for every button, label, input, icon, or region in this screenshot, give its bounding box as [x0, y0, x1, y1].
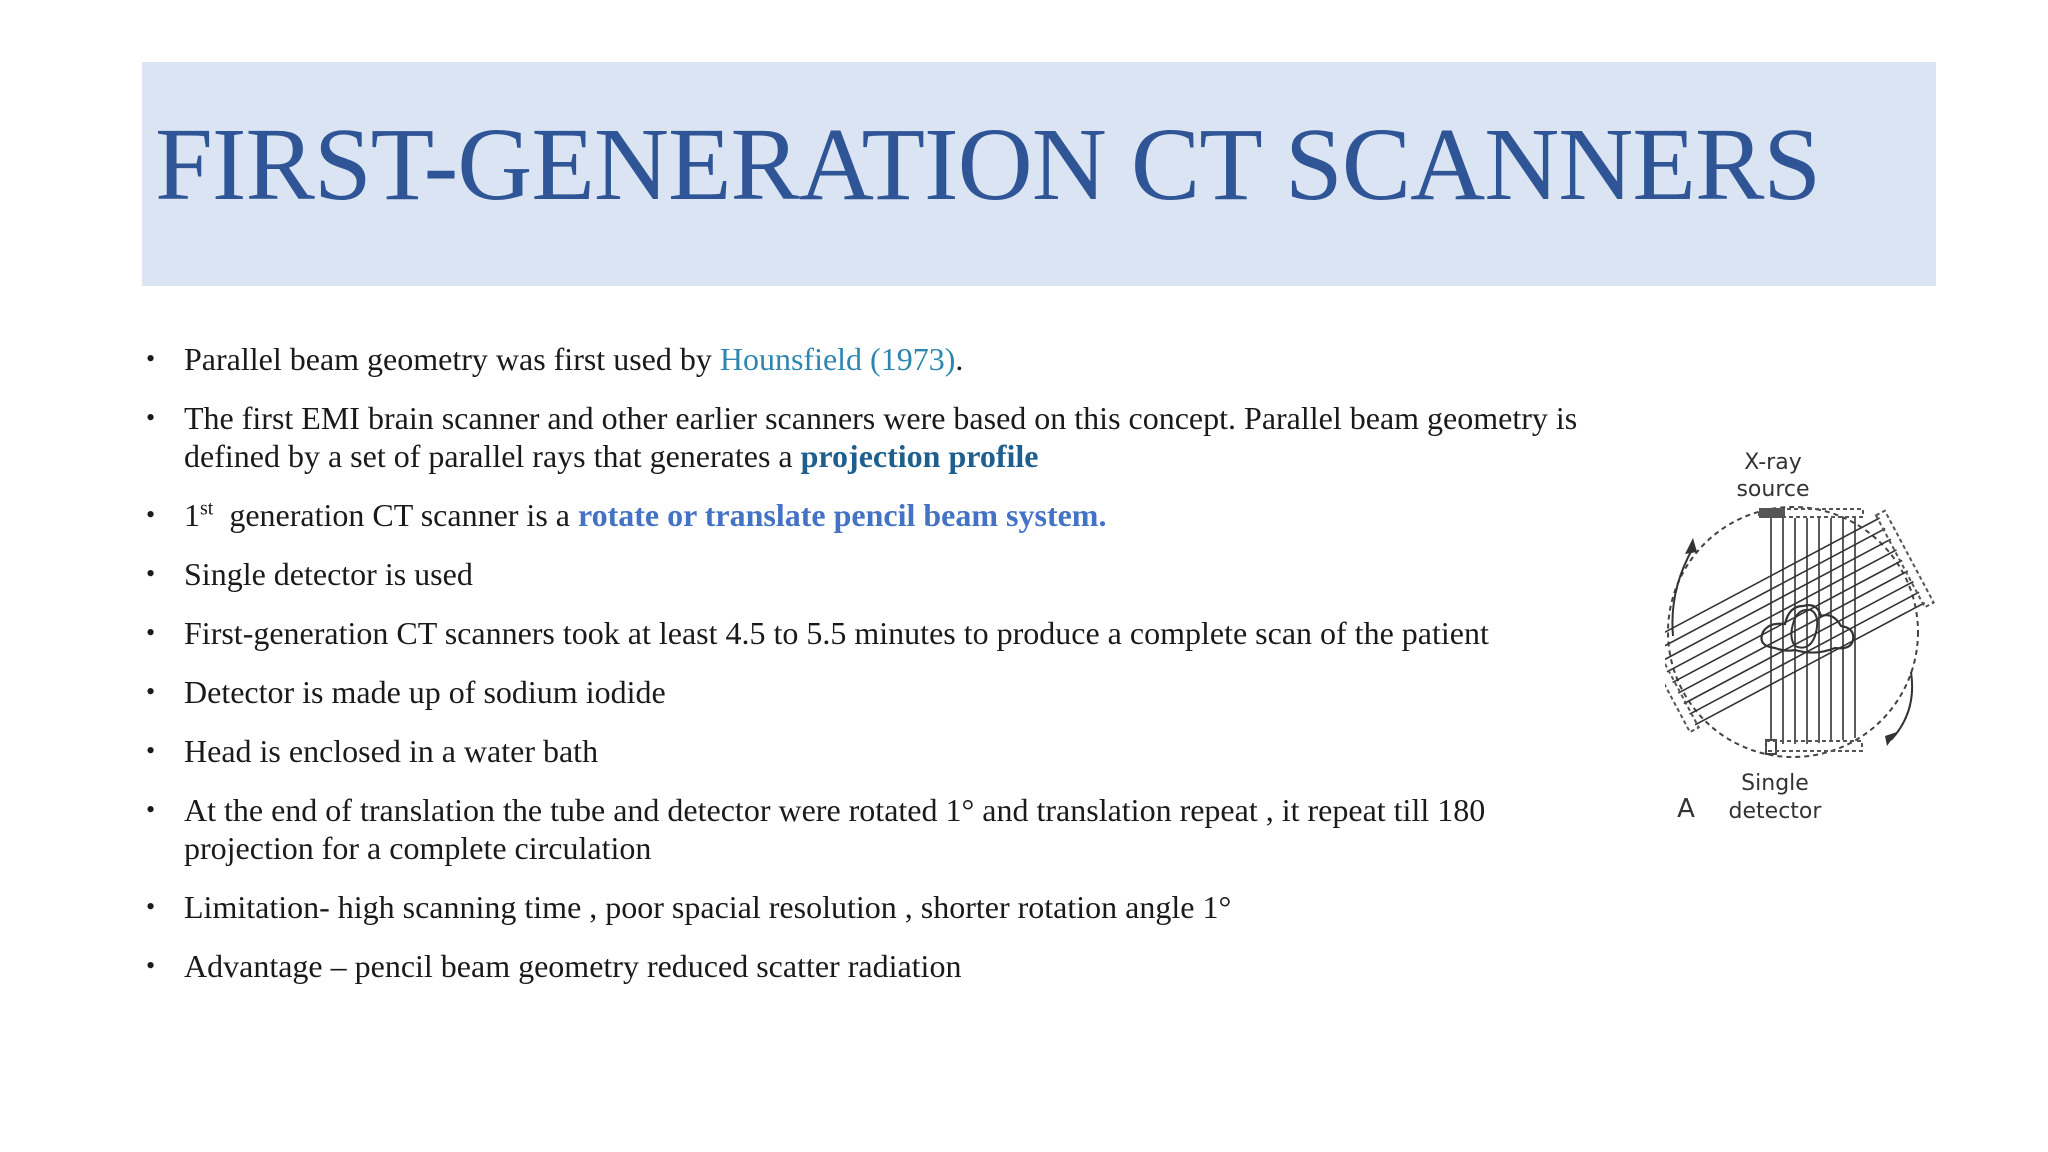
xray-label-line2: source [1736, 477, 1810, 502]
bullet-item: • Single detector is used [146, 556, 473, 592]
bullet-icon: • [146, 677, 156, 706]
bullet-icon: • [146, 344, 156, 373]
rotation-arrowhead-right [1885, 732, 1897, 746]
bullet-item: • Head is enclosed in a water bath [146, 733, 599, 769]
bullet-icon: • [146, 403, 156, 432]
bullet-icon: • [146, 892, 156, 921]
detector-label-line2: detector [1728, 799, 1822, 824]
detector-rail-bottom [1766, 741, 1862, 751]
bullet-item: • Advantage – pencil beam geometry reduced scatter radiation [146, 948, 962, 984]
xray-label-line1: X-ray [1744, 450, 1802, 475]
bullet-icon: • [146, 951, 156, 980]
slide-title: FIRST-GENERATION CT SCANNERS [155, 107, 1821, 222]
bullet-icon: • [146, 500, 156, 529]
bullet-item: • At the end of translation the tube and detector were rotated 1° and translation repeat , it repeat till 180 projection for a complete circulation [146, 792, 1486, 866]
bullet-item: • First-generation CT scanners took at least 4.5 to 5.5 minutes to produce a complete scan of the patient [146, 615, 1489, 651]
bullet-item: • 1st generation CT scanner is a rotate or translate pencil beam system. [146, 497, 1107, 533]
rotation-arrowhead-left [1685, 538, 1697, 554]
bullet-item: • Limitation- high scanning time , poor spacial resolution , shorter rotation angle 1° [146, 889, 1232, 925]
panel-letter: A [1677, 794, 1695, 824]
hounsfield-link[interactable]: Hounsfield (1973) [719, 341, 956, 377]
bullet-icon: • [146, 795, 156, 824]
emphasis-pencil-beam: rotate or translate pencil beam system. [577, 497, 1107, 533]
bullet-icon: • [146, 618, 156, 647]
bullet-icon: • [146, 559, 156, 588]
bullet-item: • Parallel beam geometry was first used by Hounsfield (1973). [146, 341, 964, 377]
bullet-item: • Detector is made up of sodium iodide [146, 674, 666, 710]
ct-scanner-diagram [1665, 440, 1995, 840]
bullet-list [142, 340, 1622, 1006]
rotation-arrow-right [1891, 672, 1912, 740]
bullet-icon: • [146, 736, 156, 765]
emphasis-projection-profile: projection profile [800, 438, 1039, 474]
bullet-item: • The first EMI brain scanner and other earlier scanners were based on this concept. Parallel beam geometry is defined by a set of parallel rays that generates a projection profile [146, 400, 1578, 474]
detector-label-line1: Single [1741, 771, 1809, 796]
